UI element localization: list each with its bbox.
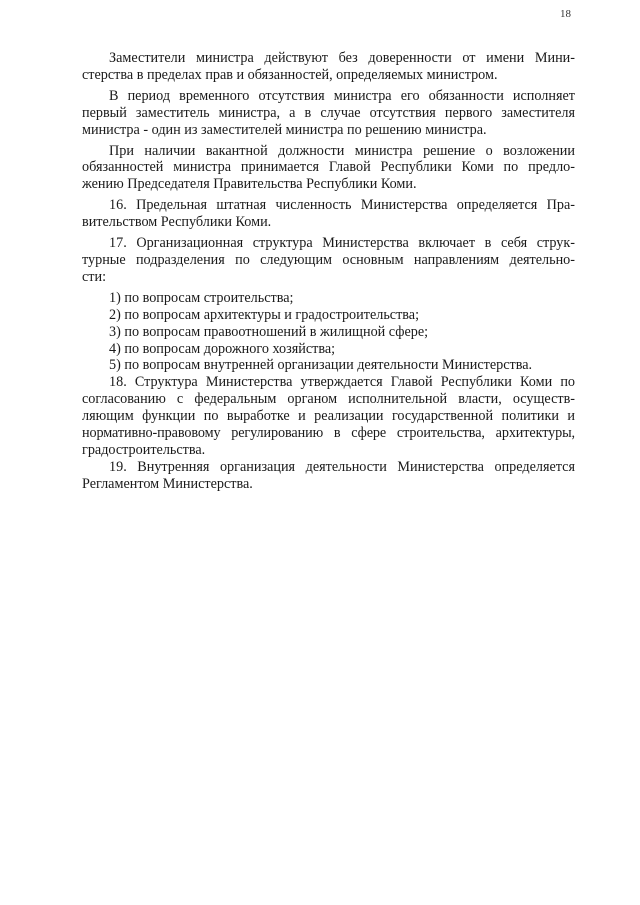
text-line: стерства в пределах прав и обязанностей, определяемых министром. xyxy=(82,66,498,83)
text-line: сти: xyxy=(82,268,107,285)
text-line: 19. Внутренняя организация деятельности Министерства определяется xyxy=(109,458,575,475)
text-line: 16. Предельная штатная численность Министерства определяется Пра- xyxy=(109,197,575,214)
text-line: градостроительства. xyxy=(82,441,206,458)
list-item: 4) по вопросам дорожного хозяйства; xyxy=(109,340,336,357)
text-line: первый заместитель министра, а в случае отсутствия первого заместителя xyxy=(82,104,575,121)
text-line: Заместители министра действуют без доверенности от имени Мини- xyxy=(109,50,575,66)
list-item: 5) по вопросам внутренней организации деятельности Министерства. xyxy=(109,357,533,374)
text-line: В период временного отсутствия министра его обязанности исполняет xyxy=(109,87,575,104)
text-line: 17. Организационная структура Министерства включает в себя струк- xyxy=(109,235,575,252)
text-line: 18. Структура Министерства утверждается Главой Республики Коми по xyxy=(109,374,575,391)
text-line: Регламентом Министерства. xyxy=(82,475,253,492)
page-number: 18 xyxy=(560,8,571,20)
text-line: нормативно-правовому регулированию в сфере строительства, архитектуры, xyxy=(82,425,575,442)
text-line: обязанностей министра принимается Главой Республики Коми по предло- xyxy=(82,159,575,176)
list-item: 2) по вопросам архитектуры и градостроительства; xyxy=(109,306,420,323)
text-line: турные подразделения по следующим основным направлениям деятельно- xyxy=(82,251,575,268)
text-line: ляющим функции по выработке и реализации государственной политики и xyxy=(82,408,575,425)
text-line: министра - один из заместителей министра по решению министра. xyxy=(82,121,487,138)
text-line: При наличии вакантной должности министра решение о возложении xyxy=(109,142,575,159)
text-line: вительством Республики Коми. xyxy=(82,214,272,231)
list-item: 3) по вопросам правоотношений в жилищной сфере; xyxy=(109,323,429,340)
text-line: жению Председателя Правительства Республики Коми. xyxy=(82,176,417,193)
text-line: согласованию с федеральным органом исполнительной власти, осуществ- xyxy=(82,391,575,408)
list-item: 1) по вопросам строительства; xyxy=(109,289,294,306)
document-body xyxy=(82,50,575,493)
